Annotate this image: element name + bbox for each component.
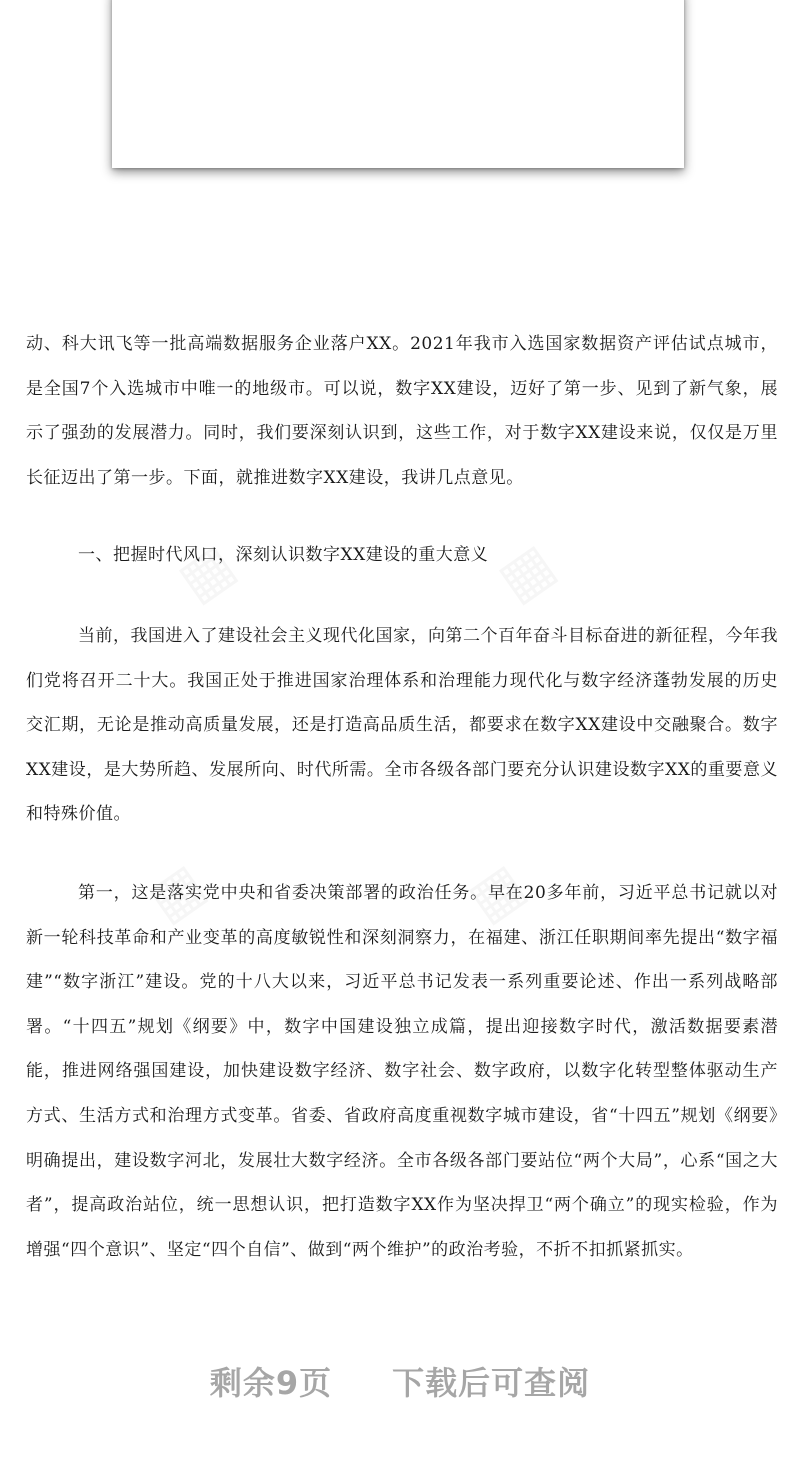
paragraph-text: 当前，我国进入了建设社会主义现代化国家，向第二个百年奋斗目标奋进的新征程，今年我们党将召开二十大。我国正处于推进国家治理体系和治理能力现代化与数字经济蓬勃发展的历史交汇期，无论是推动高质量发展，还是打造高品质生活，都要求在数字XX建设中交融聚合。数字XX建设，是大势所趋、发展所向、时代所需。全市各级各部门要充分认识建设数字XX的重要意义和特殊价值。 bbox=[26, 626, 778, 825]
download-prompt[interactable] bbox=[0, 1358, 800, 1404]
paragraph-continuation bbox=[26, 322, 778, 500]
paragraph bbox=[26, 871, 778, 1272]
previous-page-card bbox=[112, 0, 684, 168]
section-heading bbox=[26, 533, 778, 578]
paragraph-text: 第一，这是落实党中央和省委决策部署的政治任务。早在20多年前，习近平总书记就以对新一轮科技革命和产业变革的高度敏锐性和深刻洞察力，在福建、浙江任职期间率先提出“数字福建”“数字浙江”建设。党的十八大以来，习近平总书记发表一系列重要论述、作出一系列战略部署。“十四五”规划《纲要》中，数字中国建设独立成篇，提出迎接数字时代，激活数据要素潜能，推进网络强国建设，加快建设数字经济、数字社会、数字政府，以数字化转型整体驱动生产方式、生活方式和治理方式变革。省委、省政府高度重视数字城市建设，省“十四五”规划《纲要》明确提出，建设数字河北，发展壮大数字经济。全市各级各部门要站位“两个大局”，心系“国之大者”，提高政治站位，统一思想认识，把打造数字XX作为坚决捍卫“两个确立”的现实检验，作为增强“四个意识”、坚定“四个自信”、做到“两个维护”的政治考验，不折不扣抓紧抓实。 bbox=[26, 883, 778, 1260]
download-hint-label: 下载后可查阅 bbox=[392, 1364, 591, 1402]
paragraph-text: 动、科大讯飞等一批高端数据服务企业落户XX。2021年我市入选国家数据资产评估试点城市，是全国7个入选城市中唯一的地级市。可以说，数字XX建设，迈好了第一步、见到了新气象，展示了强劲的发展潜力。同时，我们要深刻认识到，这些工作，对于数字XX建设来说，仅仅是万里长征迈出了第一步。下面，就推进数字XX建设，我讲几点意见。 bbox=[26, 334, 778, 488]
paragraph bbox=[26, 614, 778, 837]
heading-text: 一、把握时代风口，深刻认识数字XX建设的重大意义 bbox=[78, 545, 489, 565]
remaining-pages-label: 剩余9页 bbox=[209, 1364, 333, 1402]
